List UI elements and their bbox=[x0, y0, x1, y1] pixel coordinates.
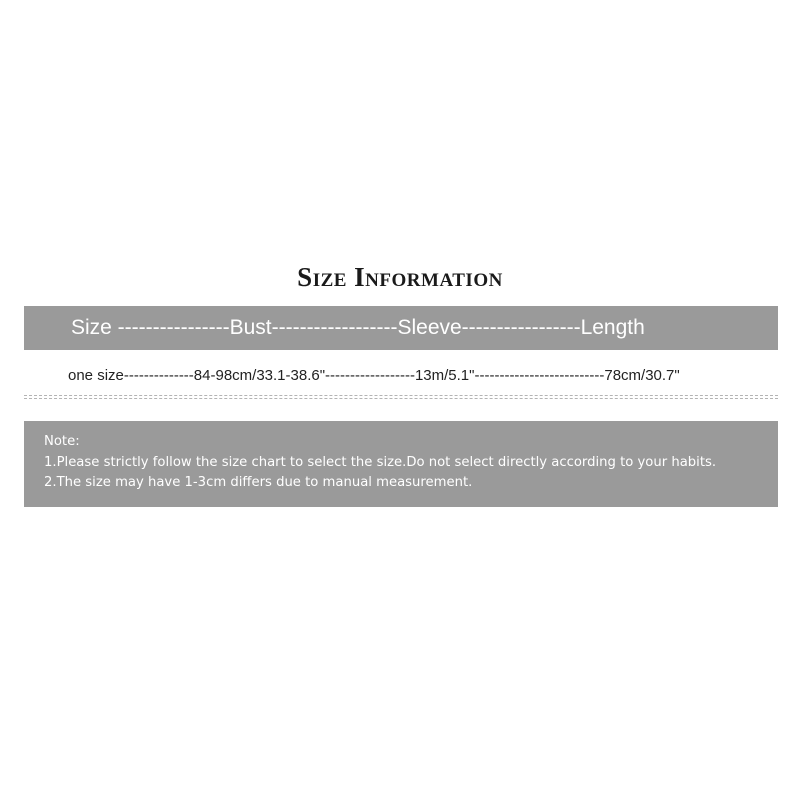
note-line-2: 2.The size may have 1-3cm differs due to manual measurement. bbox=[44, 475, 473, 490]
dashed-divider bbox=[24, 398, 778, 399]
note-line-1: 1.Please strictly follow the size chart to select the size.Do not select directly according to your habits. bbox=[44, 454, 717, 470]
dashed-divider bbox=[24, 395, 778, 396]
size-table-header-text: Size ----------------Bust------------------Sleeve-----------------Length bbox=[71, 316, 645, 339]
page-title: Size Information bbox=[297, 262, 503, 292]
note-heading: Note: bbox=[44, 434, 80, 449]
size-table-header bbox=[24, 306, 778, 350]
note-box bbox=[24, 421, 778, 507]
size-table-row: one size--------------84-98cm/33.1-38.6"------------------13m/5.1"--------------------------78cm/30.7" bbox=[68, 367, 680, 384]
